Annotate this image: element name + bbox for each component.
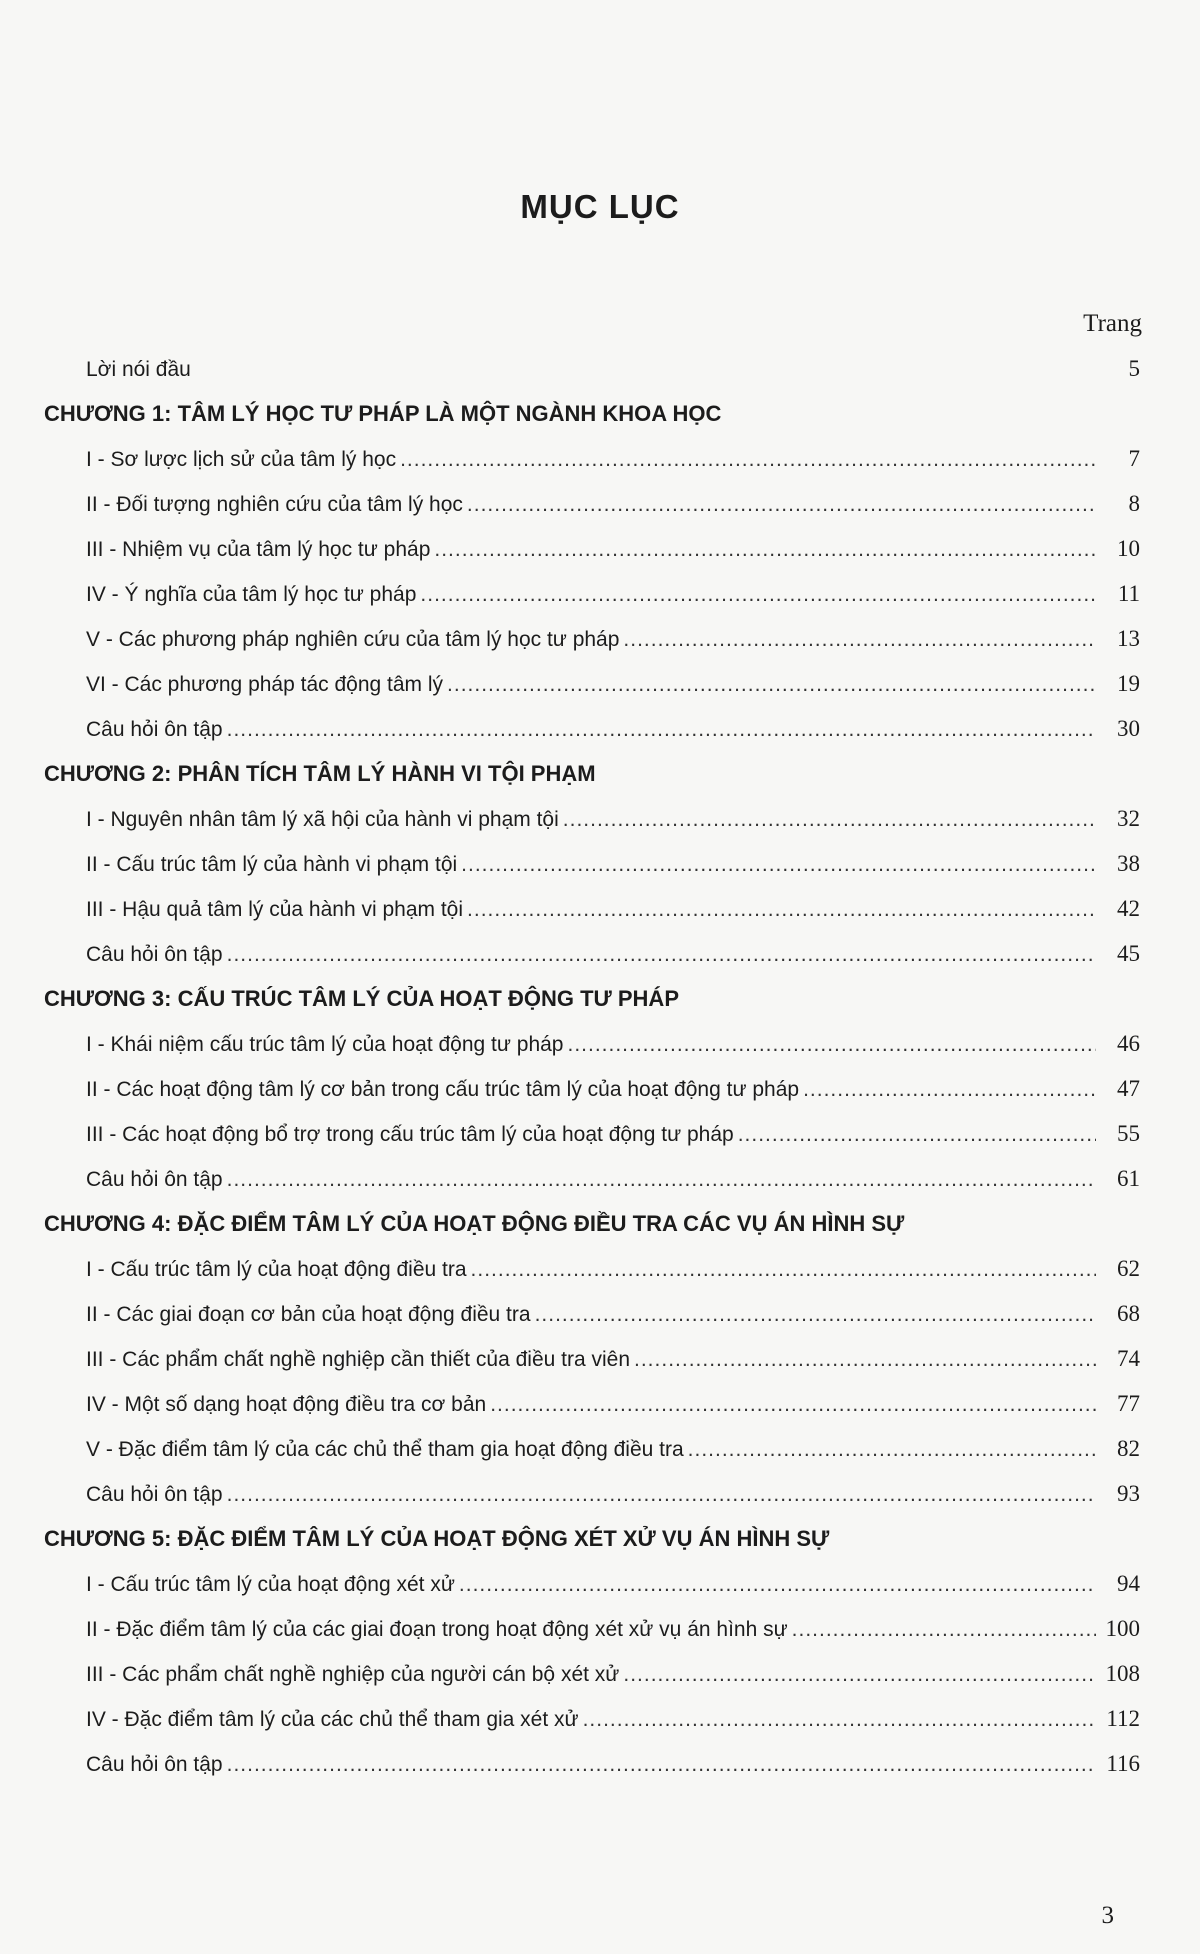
toc-entry-label: IV - Một số dạng hoạt động điều tra cơ bản <box>86 1393 487 1416</box>
toc-page-number: 93 <box>1117 1481 1140 1506</box>
toc-entry-label: VI - Các phương pháp tác động tâm lý <box>86 673 444 696</box>
dot-leader <box>583 1697 1096 1742</box>
toc-entry <box>44 931 1140 976</box>
toc-page-number: 8 <box>1128 491 1140 516</box>
dot-leader <box>623 1652 1096 1697</box>
dot-leader <box>227 707 1096 752</box>
toc-page-number: 10 <box>1117 536 1140 561</box>
dot-leader <box>567 1022 1096 1067</box>
toc-page-number: 74 <box>1117 1346 1140 1371</box>
toc-chapter-heading <box>44 976 1140 1021</box>
toc-page-number: 30 <box>1117 716 1140 741</box>
toc-entry <box>44 661 1140 706</box>
toc-entry-label: II - Các giai đoạn cơ bản của hoạt động điều tra <box>86 1303 531 1326</box>
toc-page-number: 5 <box>1128 356 1140 381</box>
toc-entry-label: CHƯƠNG 1: TÂM LÝ HỌC TƯ PHÁP LÀ MỘT NGÀNH KHOA HỌC <box>44 401 722 426</box>
toc-entry <box>44 1696 1140 1741</box>
toc-entry <box>44 1651 1140 1696</box>
toc-entry-label: Lời nói đầu <box>86 358 191 381</box>
toc-page-number: 68 <box>1117 1301 1140 1326</box>
toc-page-number: 47 <box>1117 1076 1140 1101</box>
toc-entry-label: III - Các phẩm chất nghề nghiệp cần thiết của điều tra viên <box>86 1348 631 1371</box>
toc-entry <box>44 841 1140 886</box>
toc-page-number: 32 <box>1117 806 1140 831</box>
toc-page-number: 94 <box>1117 1571 1140 1596</box>
toc-page-number: 108 <box>1105 1661 1140 1686</box>
toc-entry <box>44 571 1140 616</box>
page-number: 3 <box>1101 1902 1114 1929</box>
toc-entry-label: III - Các phẩm chất nghề nghiệp của người cán bộ xét xử <box>86 1663 620 1686</box>
toc-entry <box>44 1381 1140 1426</box>
toc-entry <box>44 1156 1140 1201</box>
toc-entry <box>44 1021 1140 1066</box>
toc-page-number: 116 <box>1106 1751 1140 1776</box>
toc-page-number: 13 <box>1117 626 1140 651</box>
toc-entry-label: II - Các hoạt động tâm lý cơ bản trong cấu trúc tâm lý của hoạt động tư pháp <box>86 1078 800 1101</box>
toc-entry-label: CHƯƠNG 5: ĐẶC ĐIỂM TÂM LÝ CỦA HOẠT ĐỘNG XÉT XỬ VỤ ÁN HÌNH SỰ <box>44 1526 830 1551</box>
dot-leader <box>434 527 1096 572</box>
toc-chapter-heading <box>44 391 1140 436</box>
toc-page-number: 62 <box>1117 1256 1140 1281</box>
table-of-contents <box>44 346 1140 1786</box>
toc-chapter-heading <box>44 1201 1140 1246</box>
toc-entry-label: I - Cấu trúc tâm lý của hoạt động điều tra <box>86 1258 467 1281</box>
toc-entry-label: III - Nhiệm vụ của tâm lý học tư pháp <box>86 538 431 561</box>
toc-entry-label: I - Nguyên nhân tâm lý xã hội của hành vi phạm tội <box>86 808 559 831</box>
toc-entry <box>44 526 1140 571</box>
dot-leader <box>803 1067 1096 1112</box>
toc-page-number: 100 <box>1105 1616 1140 1641</box>
dot-leader <box>227 1157 1096 1202</box>
toc-entry-label: II - Đối tượng nghiên cứu của tâm lý học <box>86 493 463 516</box>
toc-entry-label: Câu hỏi ôn tập <box>86 718 223 741</box>
toc-page-number: 61 <box>1117 1166 1140 1191</box>
toc-page-number: 112 <box>1106 1706 1140 1731</box>
toc-entry <box>44 1066 1140 1111</box>
toc-entry-label: Câu hỏi ôn tập <box>86 1168 223 1191</box>
page-column-header: Trang <box>1083 310 1142 337</box>
dot-leader <box>459 1562 1096 1607</box>
toc-entry-label: II - Cấu trúc tâm lý của hành vi phạm tội <box>86 853 458 876</box>
dot-leader <box>563 797 1096 842</box>
toc-entry-label: I - Sơ lược lịch sử của tâm lý học <box>86 448 397 471</box>
toc-entry-label: Câu hỏi ôn tập <box>86 1753 223 1776</box>
dot-leader <box>227 1472 1096 1517</box>
toc-entry-label: Câu hỏi ôn tập <box>86 1483 223 1506</box>
dot-leader <box>400 437 1096 482</box>
toc-entry-label: IV - Đặc điểm tâm lý của các chủ thể tham gia xét xử <box>86 1708 579 1731</box>
toc-entry-label: CHƯƠNG 2: PHÂN TÍCH TÂM LÝ HÀNH VI TỘI PHẠM <box>44 761 596 786</box>
toc-entry-label: II - Đặc điểm tâm lý của các giai đoạn trong hoạt động xét xử vụ án hình sự <box>86 1618 788 1641</box>
toc-entry <box>44 1111 1140 1156</box>
toc-page-number: 42 <box>1117 896 1140 921</box>
toc-entry-label: I - Cấu trúc tâm lý của hoạt động xét xử <box>86 1573 455 1596</box>
toc-entry <box>44 1561 1140 1606</box>
toc-page-number: 55 <box>1117 1121 1140 1146</box>
dot-leader <box>420 572 1096 617</box>
toc-entry-label: CHƯƠNG 4: ĐẶC ĐIỂM TÂM LÝ CỦA HOẠT ĐỘNG ĐIỀU TRA CÁC VỤ ÁN HÌNH SỰ <box>44 1211 905 1236</box>
toc-entry <box>44 1291 1140 1336</box>
toc-entry <box>44 796 1140 841</box>
toc-entry-label: IV - Ý nghĩa của tâm lý học tư pháp <box>86 583 417 606</box>
toc-page-number: 82 <box>1117 1436 1140 1461</box>
toc-entry <box>44 616 1140 661</box>
dot-leader <box>738 1112 1096 1157</box>
dot-leader <box>490 1382 1096 1427</box>
dot-leader <box>471 1247 1096 1292</box>
dot-leader <box>792 1607 1096 1652</box>
dot-leader <box>447 662 1096 707</box>
toc-entry-label: V - Đặc điểm tâm lý của các chủ thể tham gia hoạt động điều tra <box>86 1438 684 1461</box>
toc-entry <box>44 346 1140 391</box>
toc-page-number: 11 <box>1117 581 1140 606</box>
toc-chapter-heading <box>44 1516 1140 1561</box>
toc-chapter-heading <box>44 751 1140 796</box>
toc-page-number: 38 <box>1117 851 1140 876</box>
dot-leader <box>467 887 1096 932</box>
dot-leader <box>461 842 1096 887</box>
toc-entry <box>44 1471 1140 1516</box>
toc-entry <box>44 1741 1140 1786</box>
dot-leader <box>227 1742 1096 1787</box>
toc-entry <box>44 1246 1140 1291</box>
dot-leader <box>623 617 1096 662</box>
toc-entry <box>44 1606 1140 1651</box>
toc-entry <box>44 436 1140 481</box>
toc-page-number: 19 <box>1117 671 1140 696</box>
dot-leader <box>634 1337 1096 1382</box>
toc-entry-label: CHƯƠNG 3: CẤU TRÚC TÂM LÝ CỦA HOẠT ĐỘNG TƯ PHÁP <box>44 986 679 1011</box>
page-title: MỤC LỤC <box>520 188 680 225</box>
toc-entry <box>44 1336 1140 1381</box>
toc-entry-label: V - Các phương pháp nghiên cứu của tâm lý học tư pháp <box>86 628 620 651</box>
toc-page-number: 45 <box>1117 941 1140 966</box>
dot-leader <box>688 1427 1096 1472</box>
toc-entry-label: Câu hỏi ôn tập <box>86 943 223 966</box>
toc-entry <box>44 481 1140 526</box>
toc-entry-label: I - Khái niệm cấu trúc tâm lý của hoạt động tư pháp <box>86 1033 564 1056</box>
toc-page-number: 7 <box>1128 446 1140 471</box>
toc-entry <box>44 1426 1140 1471</box>
dot-leader <box>467 482 1096 527</box>
dot-leader <box>227 932 1096 977</box>
toc-entry <box>44 886 1140 931</box>
dot-leader <box>535 1292 1096 1337</box>
toc-entry-label: III - Các hoạt động bổ trợ trong cấu trúc tâm lý của hoạt động tư pháp <box>86 1123 734 1146</box>
toc-entry-label: III - Hậu quả tâm lý của hành vi phạm tội <box>86 898 464 921</box>
toc-page-number: 77 <box>1117 1391 1140 1416</box>
toc-page-number: 46 <box>1117 1031 1140 1056</box>
toc-entry <box>44 706 1140 751</box>
